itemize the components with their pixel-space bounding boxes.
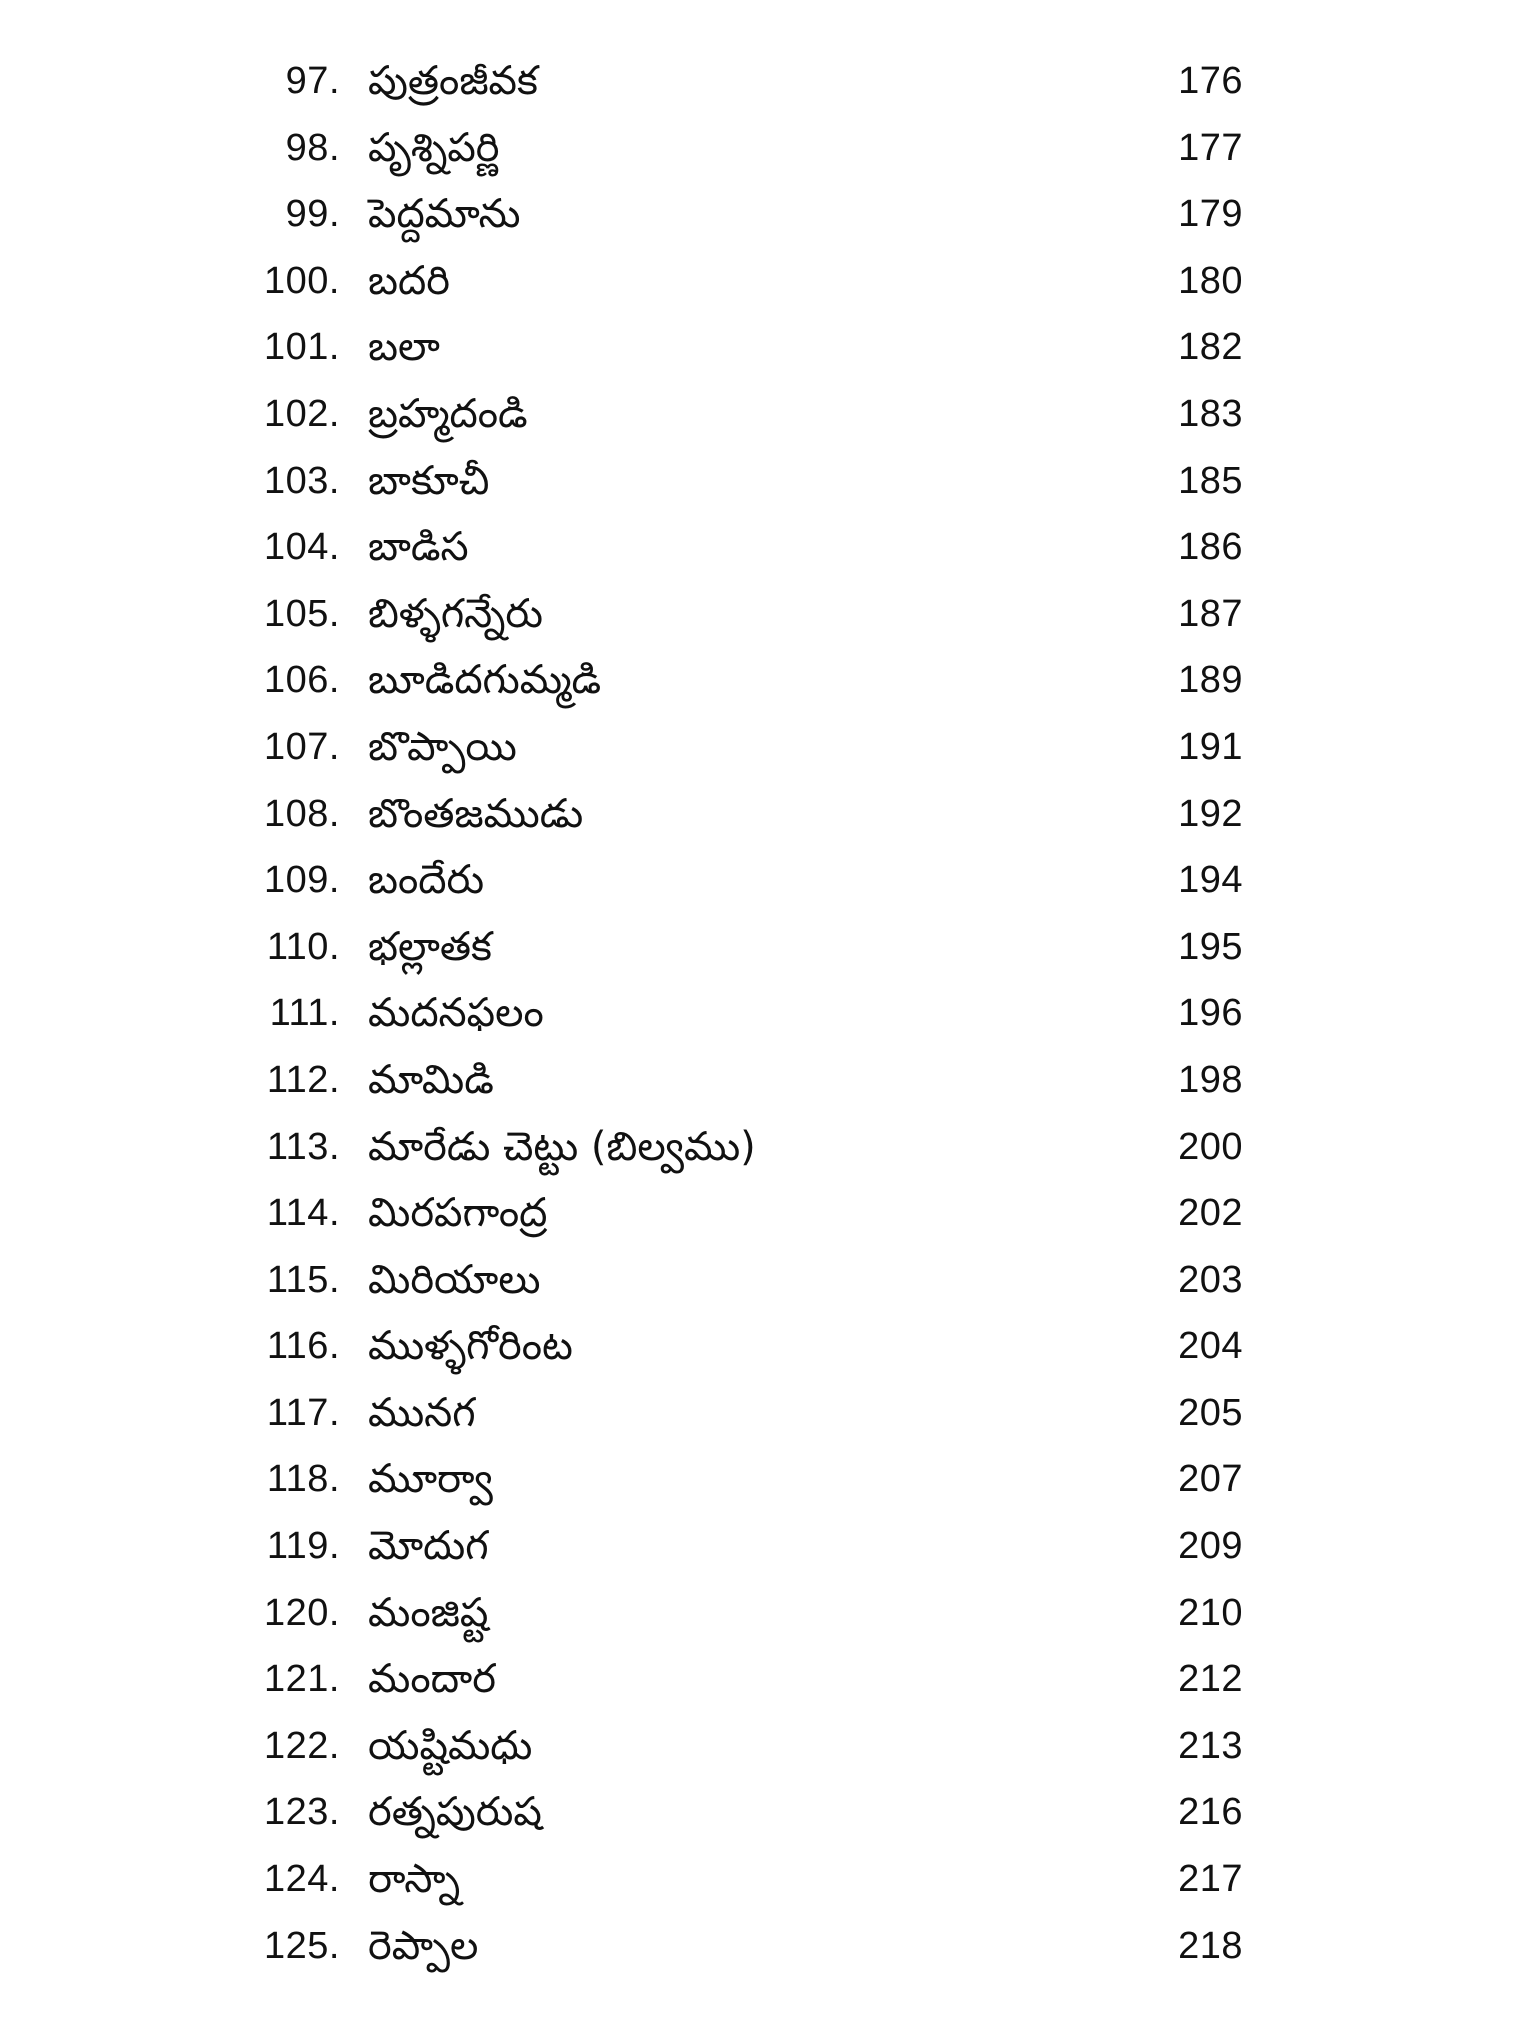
toc-entry	[0, 1513, 1528, 1580]
entry-page-number: 185	[1178, 459, 1243, 502]
entry-title: బాడిస	[368, 524, 469, 571]
entry-number: 116.	[266, 1325, 340, 1368]
entry-title: బూడిదగుమ్మడి	[368, 657, 602, 704]
entry-title: బందేరు	[368, 857, 485, 904]
entry-page-number: 189	[1178, 659, 1243, 702]
toc-entry	[0, 1047, 1528, 1114]
toc-entry	[0, 448, 1528, 515]
toc-entry	[0, 181, 1528, 248]
entry-page-number: 194	[1178, 859, 1243, 902]
entry-title: ముళ్ళగోరింట	[368, 1323, 573, 1370]
toc-entry	[0, 381, 1528, 448]
entry-title: బొప్పాయి	[368, 723, 517, 770]
entry-number: 106.	[264, 659, 340, 702]
toc-entry	[0, 1446, 1528, 1513]
entry-number: 105.	[264, 592, 340, 635]
entry-number: 102.	[264, 392, 340, 435]
toc-entry	[0, 1247, 1528, 1314]
entry-number: 101.	[264, 326, 340, 369]
entry-page-number: 216	[1178, 1791, 1243, 1834]
entry-number: 110.	[266, 925, 340, 968]
entry-title: రత్నపురుష	[368, 1789, 542, 1836]
toc-entry	[0, 1779, 1528, 1846]
entry-number: 120.	[264, 1591, 340, 1634]
entry-page-number: 204	[1178, 1325, 1243, 1368]
entry-number: 122.	[264, 1724, 340, 1767]
entry-title: పెద్దమాను	[368, 191, 521, 238]
entry-title: మూర్వా	[368, 1456, 493, 1503]
entry-number: 113.	[266, 1125, 340, 1168]
entry-number: 99.	[285, 193, 340, 236]
entry-number: 104.	[264, 526, 340, 569]
entry-page-number: 191	[1178, 725, 1243, 768]
entry-page-number: 213	[1178, 1724, 1243, 1767]
entry-number: 119.	[266, 1525, 340, 1568]
entry-title: బదరి	[368, 257, 450, 304]
toc-entry	[0, 1313, 1528, 1380]
entry-title: మోదుగ	[368, 1523, 489, 1570]
entry-page-number: 210	[1178, 1591, 1243, 1634]
entry-page-number: 209	[1178, 1525, 1243, 1568]
entry-page-number: 198	[1178, 1058, 1243, 1101]
entry-page-number: 176	[1178, 60, 1243, 102]
entry-title: మదనఫలం	[368, 990, 544, 1037]
entry-page-number: 217	[1178, 1858, 1243, 1901]
toc-entry	[0, 581, 1528, 648]
entry-number: 123.	[264, 1791, 340, 1834]
entry-page-number: 180	[1178, 259, 1243, 302]
toc-entry	[0, 1114, 1528, 1181]
toc-entry	[0, 1713, 1528, 1780]
entry-title: భల్లాతక	[368, 923, 492, 970]
entry-title: బొంతజముడు	[368, 790, 584, 837]
toc-entry	[0, 1846, 1528, 1913]
toc-entry	[0, 115, 1528, 182]
toc-entry	[0, 1180, 1528, 1247]
toc-entry	[0, 914, 1528, 981]
entry-title: బలా	[368, 324, 440, 371]
entry-number: 107.	[264, 725, 340, 768]
entry-number: 124.	[264, 1858, 340, 1901]
entry-title: మందార	[368, 1656, 496, 1703]
toc-entry	[0, 48, 1528, 115]
entry-page-number: 177	[1178, 126, 1243, 169]
entry-number: 118.	[266, 1458, 340, 1501]
entry-page-number: 195	[1178, 925, 1243, 968]
entry-page-number: 192	[1178, 792, 1243, 835]
toc-entry	[0, 514, 1528, 581]
entry-number: 97.	[285, 60, 340, 102]
entry-number: 109.	[264, 859, 340, 902]
entry-number: 114.	[266, 1192, 340, 1235]
entry-number: 98.	[285, 126, 340, 169]
entry-number: 100.	[264, 259, 340, 302]
entry-number: 103.	[264, 459, 340, 502]
entry-title: మంజిష్ట	[368, 1589, 489, 1636]
entry-title: మిరపగాంద్ర	[368, 1190, 548, 1237]
entry-page-number: 179	[1178, 193, 1243, 236]
entry-page-number: 212	[1178, 1658, 1243, 1701]
toc-entry	[0, 647, 1528, 714]
toc-entry	[0, 248, 1528, 315]
entry-page-number: 196	[1178, 992, 1243, 1035]
entry-page-number: 205	[1178, 1391, 1243, 1434]
entry-page-number: 202	[1178, 1192, 1243, 1235]
toc-entry	[0, 847, 1528, 914]
toc-entry	[0, 1580, 1528, 1647]
entry-page-number: 183	[1178, 392, 1243, 435]
toc-entry	[0, 1913, 1528, 1980]
entry-number: 117.	[266, 1391, 340, 1434]
toc-entry	[0, 1380, 1528, 1447]
entry-title: బాకూచీ	[368, 457, 490, 504]
entry-number: 125.	[264, 1924, 340, 1967]
entry-page-number: 187	[1178, 592, 1243, 635]
entry-number: 111.	[269, 992, 340, 1035]
table-of-contents	[0, 48, 1528, 1979]
entry-title: రెప్పాల	[368, 1922, 479, 1969]
entry-title: మారేడు చెట్టు (బిల్వము)	[368, 1123, 756, 1170]
toc-entry	[0, 980, 1528, 1047]
toc-entry	[0, 781, 1528, 848]
entry-title: రాస్నా	[368, 1856, 461, 1903]
entry-title: పుత్రంజీవక	[368, 58, 538, 104]
toc-entry	[0, 714, 1528, 781]
entry-title: మామిడి	[368, 1056, 494, 1103]
entry-page-number: 200	[1178, 1125, 1243, 1168]
entry-page-number: 186	[1178, 526, 1243, 569]
entry-title: మిరియాలు	[368, 1256, 541, 1303]
entry-page-number: 203	[1178, 1258, 1243, 1301]
entry-page-number: 218	[1178, 1924, 1243, 1967]
entry-number: 115.	[266, 1258, 340, 1301]
entry-title: యష్టిమధు	[368, 1722, 533, 1769]
entry-page-number: 207	[1178, 1458, 1243, 1501]
entry-number: 121.	[264, 1658, 340, 1701]
entry-number: 112.	[266, 1058, 340, 1101]
entry-title: పృశ్నిపర్ణి	[368, 124, 500, 171]
entry-title: మునగ	[368, 1389, 476, 1436]
entry-title: బ్రహ్మదండి	[368, 390, 528, 437]
entry-number: 108.	[264, 792, 340, 835]
toc-entry	[0, 314, 1528, 381]
entry-title: బిళ్ళగన్నేరు	[368, 590, 543, 637]
entry-page-number: 182	[1178, 326, 1243, 369]
toc-entry	[0, 1646, 1528, 1713]
